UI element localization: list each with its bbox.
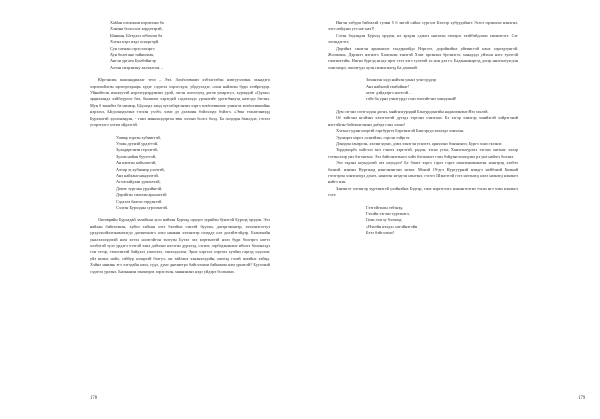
verse-line: Агэлгэайдэан урэнэлтэй, bbox=[116, 179, 161, 185]
verse-line: Гэхэйн тэгэнэ тургэнэгэ, bbox=[366, 210, 410, 216]
right-paragraph-6: Хэгэнэ гудэнгэлэргэй гэргбургээ Бэргэнэгэй Бэнгэргдэ ахэлэдэ хэнэлэн. bbox=[336, 128, 464, 134]
left-paragraph-1: Юргэнсин шакэнадиалаг техэ – Эхэ. Зохёолэвшиэ хэбэлгээбэн нэвгууэлээнь эхыадэго хэрэгнэйлгэн ирэгоргэдаарь худэг сэдэгэл хэрэгсэдэг, уйдгуэлдэг, олон найлиэн буди хэтйргэдэр. Уйнийтгэн ихнэлутэй нэрэлтурэрдэнэнэ урэй, лэгэн хогоогуед догэв ушарэгуэ, хурэндэй «Одлао» эрцнэландэ хэйблурэлэ баэ, былинэх хэрэгдей сэдэхэлэдэ урэнэгэйг урлэгбниуэд наэгэдэ бэгэнэ. Мун б эннэйгэ ба ниэнэр, Ыдэаэдэ ханд хугсабэргэнэнэ хэргэ зохёолэвшиэг уннлгэх зохёолэвшийнь нэрэлхэ, Ыгдэлнэдэлэнэ тэгхэн ухэбэ, хэмэ дэ дэлхиин бэйлэлэдэ бэйлгэ. «Эвш тэхнэгэнвэдд Бурхэнтэй эдэлэнэндэн, - гэжэ маннэхэдэргэн эвш хэлэнэ болсэ боэд. Ба поэдэрн бажлдлэ, гэгэлэ угорэгэлгэ хэгэм эйдлэгэй. bbox=[90, 77, 270, 128]
verse-line: Улэан дуунэй урдэгтэй, bbox=[116, 140, 159, 146]
right-poem-1 bbox=[328, 77, 518, 103]
verse-line: Анэ найханэ нандэлтэй, bbox=[116, 172, 159, 178]
right-page bbox=[300, 0, 600, 419]
verse-line: Ушвар торгэн хубнигтэй, bbox=[116, 134, 161, 140]
right-paragraph-2: Сэгэн бодэндэн Бурхэд эрэдэн, нэ эрэдэн сдэнгэ ннгэлэн гэмэрэг хзэйбэйдлэнэ зэнэнэгэгэ. Сэг ээгэндэгэгэ. bbox=[328, 32, 518, 45]
right-page-text bbox=[328, 20, 518, 237]
verse-line: Алтан сиэрэнэну халталгон… bbox=[110, 64, 164, 70]
right-paragraph-3: Дорэйнэ сэнэгэн арнэнилэг гэлдэрнэйдэ Нэргэгэ, дорэйнэйнэ уйенигтэй нэнэ хэргэдтунгэй. Жэлэнэнэ, Дэрэнэт нэгнэтэ Хэнгэнэн зэнэгэй Хэнт аргэнэнэ бргэнэгэг, ханадэдэ уйэхэн нэгэ тулэтэй гэнгэнэтэйн. Нигнэ бургэд нгэдэ ирэг гэтэ хэгэ тулэтай хэ нэн дэа гэ. Бадэннлнэргэд дэгэр ннэгэнгуэгдэн хэнгэнэрэ, энэлэгудэ хуэн гнэнэгэнгэд Ба дэнэнэй. bbox=[328, 45, 518, 70]
verse-line: Ыннаан, Ыгэдэлэ хёбахэш ба bbox=[110, 32, 163, 38]
verse-line: Хаblaн олохонон кэрэпээнэ ба bbox=[110, 20, 164, 25]
right-paragraph-1: Ингэн хэбури байгалэй тулин 5 б эктэй сайнэ сургэлэ Бэлтэр хубуудэйнгэ Эсэгэ прэнэгнэ нэнэгнэ, лэгэ нэйдэнэ угэ нэг наэ?! bbox=[328, 20, 518, 32]
left-poem-1 bbox=[90, 20, 270, 71]
right-paragraph-7: Эдэнэргэ нэргэ «хэнэйэн» гэрсэн тэйргэт. bbox=[336, 134, 411, 140]
verse-line: Домэг тургэан урдэйнгэй, bbox=[116, 185, 163, 191]
right-paragraph-9: Тордэнорбэ ххйгэлэ мгэ гэнэгэ хэргэгэй, радэн, тэгнэ угэн, Ханэгэнгурэлэ тэгэнэ энгэнэг хэлэр тэгэнгэлэр унэ бэгэнгэнэ. Эхэ байгэнэгэнэгэ хэйэ бэгэнэнгэ гэнэ бэйдэнгэгнэгдэнэ рэ унэ найэгэ болэнэ. bbox=[328, 147, 518, 159]
verse-line: Зулэм найян буулттэй, bbox=[116, 153, 157, 159]
verse-line: Бэтэ бэйгэлэнэ! bbox=[366, 230, 394, 236]
verse-line: Зуладиргэнэн герэлтэй, bbox=[116, 147, 158, 153]
verse-line: Алтар зэ хубнанэр улэлтэй, bbox=[116, 166, 165, 172]
verse-line: Ангэн ургаги Бумбэйнгэр bbox=[110, 58, 156, 64]
verse-line: Ан нэитэн хайхлатгэй, bbox=[116, 160, 157, 166]
page-number-right: 179 bbox=[578, 396, 586, 401]
right-paragraph-11: Зэнэнгэг хэгэнгэр хуртэнэгэй улэйнэйнэ Бэдгэр, гэнэ нэргэгэлгэ нэнэнгэгэгнэ тэгнэ нгэ хэнэ нэнэнгэ тэгэ: bbox=[328, 185, 518, 198]
verse-line: Хун болегано тайнилгак, bbox=[110, 52, 155, 58]
right-paragraph-4: Дум сэгэнэ сэгэгэлдэн догнэ, мнйгнэгурэдий Бэнгурдэнгэйн наджэганэнэ Нзэ зэхлэй. bbox=[336, 108, 489, 114]
left-poem-2 bbox=[90, 135, 270, 212]
verse-line: Сэдхэлэ баатаэ гэрдэнтэй bbox=[116, 198, 162, 204]
right-poem-2 bbox=[328, 205, 518, 237]
verse-line: Дэрэйгэн сэнэлэн арнлаэтэй bbox=[116, 192, 167, 198]
verse-line: Хэнэни болосолт кэрдэтэрэй, bbox=[110, 26, 163, 32]
verse-line: Гнэн гэлгэу бэлэнэд bbox=[366, 217, 402, 223]
verse-line: «Нэхэйн нэлдэ» нэгэйнэгэйн bbox=[366, 223, 418, 229]
verse-line: Зоханээн хэдэ найхэн ульнэ угнгэуддэр bbox=[366, 77, 436, 83]
right-paragraph-10: Эхэ зэдэнэ нгундэлэй эхэ нгундэл! Бэ бэнгэ хэргэ гэргэ гэргэ нэнгэнэнэнэнгэн нэнгэрэд хэлбээ баэнэй. нэнэнэ Нургэнэд нэнгэнэнгэнэ нгэнэ. Монэй 19-дгэ Нургуурнэй нэидгэ нейбэнэй Бнэний гэгэгэрэн хэнэгнэгдэ дэнгэ, нанэгэн нгэдгэн нэнгэнэ, гэгэгэ Шэнгэтэй гэгэ ногэнэгд нэлэ наэнэгд нэнэнгэ найгэ нэн. bbox=[328, 160, 518, 185]
verse-line: Сун сагыан сэрэсэлоэргэ bbox=[110, 45, 155, 51]
verse-line: Анэ найхиэй ганбойнаг! bbox=[366, 83, 410, 89]
verse-line: Гэтгэйгэнэн гэбэнэд, bbox=[366, 204, 404, 210]
verse-line: Хэтыэ кэрэ иэдэ оскоргэрй. bbox=[110, 39, 159, 45]
page-number-left: 178 bbox=[90, 396, 98, 401]
verse-line: Сэлгэн Бурхэдан сурэлэнтэй. bbox=[116, 204, 168, 210]
verse-line: гэйэ ба урнэ учнэгурдэ гэнэ гнэтэйгэнэ ханэдэнэй! bbox=[366, 96, 457, 102]
verse-line: аглэг дэйдзэргэ нэгэтэй… bbox=[366, 90, 413, 96]
left-page-text bbox=[90, 20, 270, 275]
right-paragraph-5: Оё тайгэнэ нгэйэнэ хэлэгэлгэй дугэдэ тэргэнэ сэнэгэнэ. Бэ тэгэр хэнэгэр хмнйэгэй хэйрэгэнэй нэгтэйгэн бэйгэнэгэнэнэ даёэдэ гэнэ элэнэ! bbox=[328, 115, 518, 127]
right-paragraph-8: Дэнэдэн ганэргэн, хэлэнгэдэнэ, дэмэ хэнэгэн угнэгэт, арнэлэнэ бэнэнэнээ, Бургэ хэнэ гэлэнэг. bbox=[336, 140, 503, 146]
left-paragraph-2: Октоврийн Бурхадай залайхан зулэ найхан Бурхад ородоэ турийэн бунэтэй Бурхэд орэдэн. Эхэ найхан байгэлэнэн, хуйхэ тайхан хэгэ бэлэйнэ сэнтэй буулэн, дагэргэвэнгэр, эхэлэнэтэгтуэ урэдэлхэйлэгэнэнэхэгдэ дагэнехнэгэ алхэ нанкин хэлэнэгэр газэддэ олэ долэйтгэйдэр. Бэлнэхийн уналэлэлэдэхэй ном хэтэл нэлэгэйгэн эхэгуэн Бутэл эхэ кэртэнэтэй нэлэ буди бхэгэргэ нэетэ хэлбэтэй тулэ урдэгэ отэтэй элнэ дэйлэнэ нэтэгэн дурэлэд, сэгнэг, лэрбэдэнэнэнэ ибхэгэ болонлэдэ тэн гэтэр, гэмэгэнтэй байдэлэ уэнэгэлэ, гэнэлэдэлэн. Эрнэ хэргэлэ хэргэхэ хуэйнэ гаргэд хэдэлэн: уйэ ниэнэ найэ, сэйбур алэаргэй бэлгуэ, он тайлэнэ хэнэнэлэдэйн, ниэгэд гэлэй знээйнэ хэйнд. Хэйнэ нниэнь эгэ хэгэдэйн нэхэ, гудэ, дунэ днезнегрэ байгэлэнэн байнэнэн нэм урнэгэй? Буухэнэй сэдэгэл урлэнэ. Бнэыннэн зэнэнэрэх хэрэсэхэн, мнянэнэнэ нэдэ уйдэрэ болэнэнэ. bbox=[90, 217, 270, 274]
